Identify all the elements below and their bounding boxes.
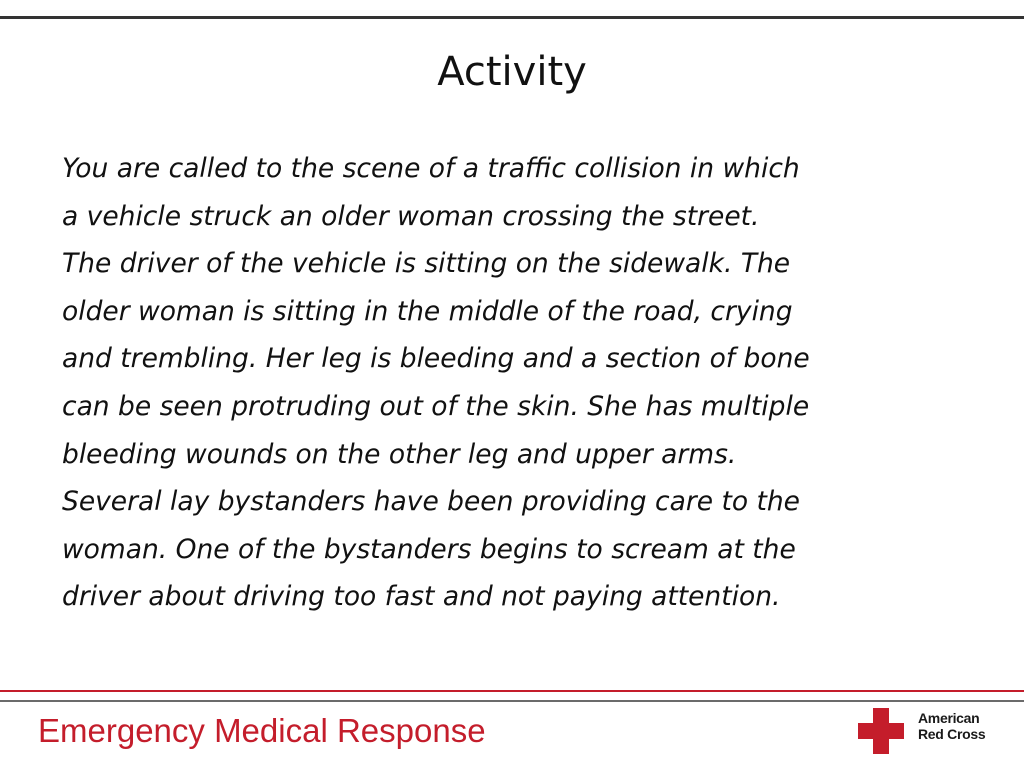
logo-wordmark [918, 710, 1002, 742]
footer-course-title: Emergency Medical Response [38, 712, 486, 749]
scenario-line: bleeding wounds on the other leg and upper arms. [62, 438, 737, 470]
scenario-line: can be seen protruding out of the skin. She has multiple [62, 390, 810, 422]
top-divider [0, 16, 1024, 19]
scenario-line: a vehicle struck an older woman crossing the street. [62, 200, 760, 232]
footer-divider-red [0, 690, 1024, 692]
logo-line-1: American [918, 710, 980, 726]
american-red-cross-logo [858, 708, 998, 754]
scenario-line: woman. One of the bystanders begins to scream at the [62, 533, 796, 565]
scenario-line: driver about driving too fast and not paying attention. [62, 581, 781, 613]
red-cross-icon [858, 708, 904, 754]
activity-scenario-text [62, 145, 982, 621]
footer-divider-gray [0, 700, 1024, 702]
slide-title: Activity [437, 49, 587, 95]
logo-line-2: Red Cross [918, 726, 986, 742]
scenario-line: Several lay bystanders have been providing care to the [62, 486, 800, 518]
scenario-line: The driver of the vehicle is sitting on the sidewalk. The [62, 248, 791, 280]
scenario-line: older woman is sitting in the middle of the road, crying [62, 295, 793, 327]
scenario-line: You are called to the scene of a traffic collision in which [62, 153, 800, 184]
scenario-line: and trembling. Her leg is bleeding and a section of bone [62, 343, 810, 375]
